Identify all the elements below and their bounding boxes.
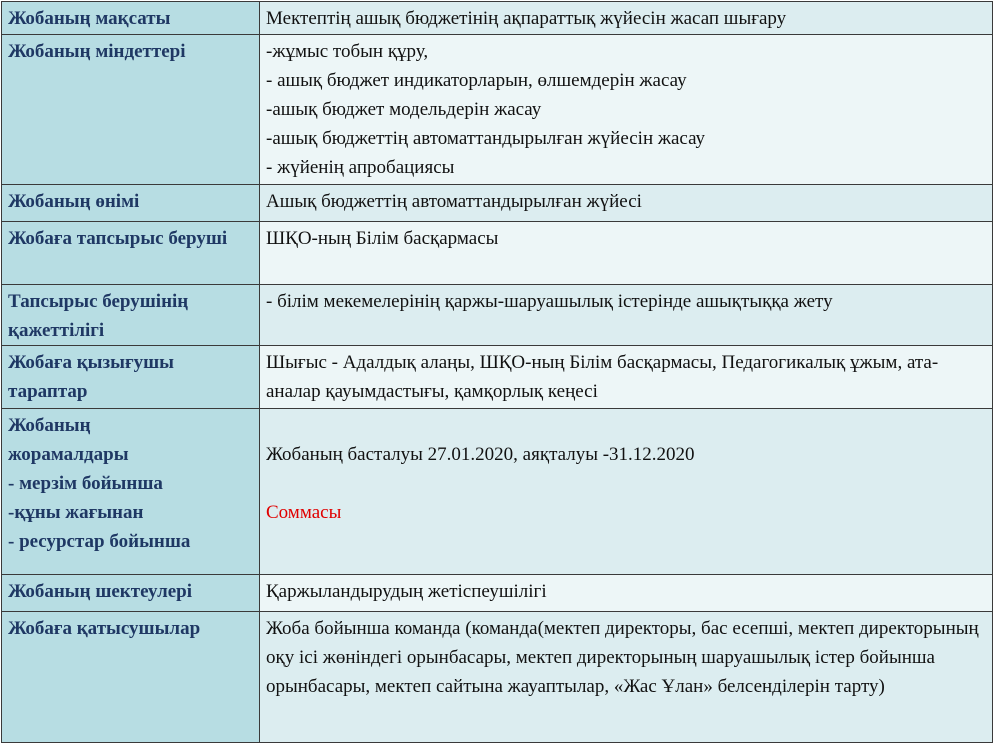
- project-passport-table: [1, 1, 993, 743]
- row-constraints: [2, 575, 993, 612]
- need-label: Тапсырыс берушінің қажеттілігі: [2, 285, 260, 346]
- goal-value: Мектептің ашық бюджетінің ақпараттық жүйесін жасап шығару: [260, 2, 993, 35]
- assumptions-label-line: Жобаның: [8, 415, 91, 436]
- tasks-list: [260, 35, 993, 185]
- tasks-label: Жобаның міндеттері: [2, 35, 260, 185]
- assumptions-value: [260, 409, 993, 575]
- assumptions-label-line: -құны жағынан: [8, 502, 144, 523]
- participants-label: Жобаға қатысушылар: [2, 612, 260, 743]
- assumptions-label-line: - ресурстар бойынша: [8, 531, 191, 552]
- row-product: [2, 185, 993, 222]
- product-value: Ашық бюджеттің автоматтандырылған жүйесі: [260, 185, 993, 222]
- row-assumptions: [2, 409, 993, 575]
- project-amount: Соммасы: [266, 502, 342, 523]
- stakeholders-label: Жобаға қызығушы тараптар: [2, 346, 260, 409]
- product-label: Жобаның өнімі: [2, 185, 260, 222]
- assumptions-label: [2, 409, 260, 575]
- assumptions-label-line: жорамалдары: [8, 444, 129, 465]
- task-item: - ашық бюджет индикаторларын, өлшемдерін жасау: [266, 70, 687, 91]
- project-dates: Жобаның басталуы 27.01.2020, аяқталуы -31.12.2020: [266, 444, 695, 465]
- task-item: -ашық бюджет модельдерін жасау: [266, 99, 542, 120]
- customer-label: Жобаға тапсырыс беруші: [2, 222, 260, 285]
- customer-value: ШҚО-ның Білім басқармасы: [260, 222, 993, 285]
- row-customer: [2, 222, 993, 285]
- row-tasks: [2, 35, 993, 185]
- goal-label: Жобаның мақсаты: [2, 2, 260, 35]
- task-item: -жұмыс тобын құру,: [266, 41, 429, 62]
- row-goal: [2, 2, 993, 35]
- task-item: -ашық бюджеттің автоматтандырылған жүйесін жасау: [266, 128, 706, 149]
- row-need: [2, 285, 993, 346]
- assumptions-label-line: - мерзім бойынша: [8, 473, 163, 494]
- row-participants: [2, 612, 993, 743]
- row-stakeholders: [2, 346, 993, 409]
- stakeholders-value: Шығыс - Адалдық алаңы, ШҚО-ның Білім басқармасы, Педагогикалық ұжым, ата-аналар қауымдастығы, қамқорлық кеңесі: [260, 346, 993, 409]
- participants-value: Жоба бойынша команда (команда(мектеп директоры, бас есепші, мектеп директорының оқу ісі жөніндегі орынбасары, мектеп директорының шаруашылық істер бойынша орынбасары, мектеп сайтына жауаптылар, «Жас Ұлан» белсенділерін тарту): [260, 612, 993, 743]
- need-value: - білім мекемелерінің қаржы-шаруашылық істерінде ашықтыққа жету: [260, 285, 993, 346]
- task-item: - жүйенің апробациясы: [266, 157, 455, 178]
- constraints-label: Жобаның шектеулері: [2, 575, 260, 612]
- constraints-value: Қаржыландырудың жетіспеушілігі: [260, 575, 993, 612]
